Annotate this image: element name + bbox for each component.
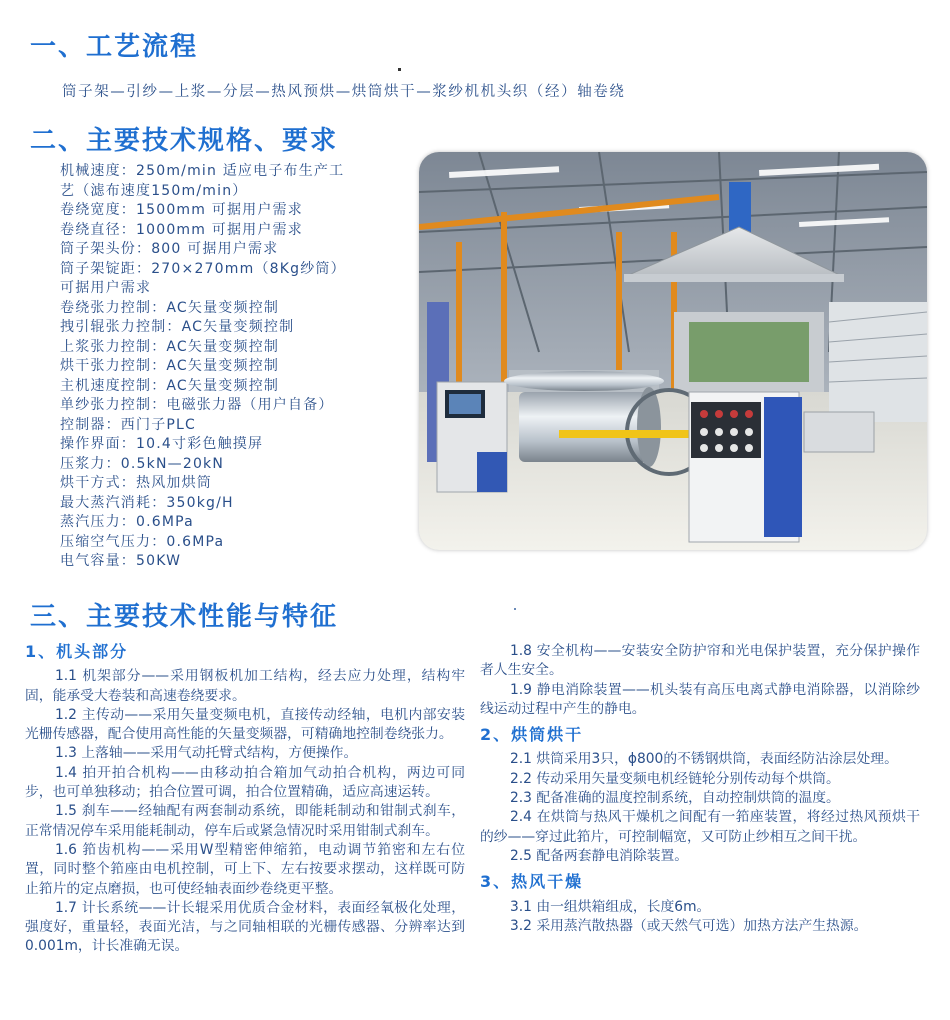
spec-line: 最大蒸汽消耗：350kg/H (60, 494, 234, 511)
spec-line: 拽引辊张力控制：AC矢量变频控制 (60, 319, 295, 335)
sub-heading-drum-drying: 2、烘筒烘干 (480, 725, 584, 745)
spec-line: 卷绕宽度：1500mm 可据用户需求 (60, 202, 303, 218)
section-1-title: 一、工艺流程 (30, 32, 199, 62)
paragraph: 2.5 配备两套静电消除装置。 (510, 847, 689, 864)
spec-list (60, 162, 420, 572)
paragraph: 2.1 烘筒采用3只，ϕ800的不锈钢烘筒，表面经防沾涂层处理。 (510, 751, 898, 768)
spec-line: 筒子架头份：800 可据用户需求 (60, 241, 279, 257)
paragraph: 1.2 主传动——采用矢量变频电机，直接传动经轴，电机内部安装光栅传感器，配合使用高性能的矢量变频器，可精确地控制卷绕张力。 (25, 706, 465, 743)
section-2-title: 二、主要技术规格、要求 (30, 126, 339, 156)
paragraph: 1.7 计长系统——计长辊采用优质合金材料，表面经氧极化处理，强度好，重量轻，表面光洁，与之同轴相联的光栅传感器、分辨率达到0.001m，计长准确无误。 (25, 899, 465, 955)
spec-line: 卷绕张力控制：AC矢量变频控制 (60, 299, 280, 316)
spec-line: 烘干张力控制：AC矢量变频控制 (60, 358, 280, 374)
sub-heading-head-part: 1、机头部分 (25, 642, 129, 661)
stray-dot (514, 608, 516, 610)
spec-line: 机械速度：250m/min 适应电子布生产工 (60, 163, 345, 179)
sizing-machine-illustration (419, 152, 927, 550)
paragraph: 3.2 采用蒸汽散热器（或天然气可选）加热方法产生热源。 (510, 917, 868, 934)
spec-line: 艺（滤布速度150m/min） (60, 182, 248, 199)
paragraph: 1.8 安全机构——安装安全防护帘和光电保护装置，充分保护操作者人生安全。 (480, 643, 920, 679)
process-flow-text: 筒子架—引纱—上浆—分层—热风预烘—烘筒烘干—浆纱机机头织（经）轴卷绕 (62, 84, 626, 100)
spec-line: 蒸汽压力：0.6MPa (60, 514, 194, 530)
paragraph: 2.3 配备准确的温度控制系统，自动控制烘筒的温度。 (510, 790, 840, 807)
spec-line: 筒子架锭距：270×270mm（8Kg纱筒） (60, 260, 346, 277)
spec-line: 可据用户需求 (60, 280, 152, 296)
spec-line: 卷绕直径：1000mm 可据用户需求 (60, 221, 303, 238)
paragraph: 1.4 拍开拍合机构——由移动拍合箱加气动拍合机构，两边可同步，也可单独移动；拍合位置可调，拍合位置精确，适应高速运转。 (25, 764, 465, 801)
paragraph: 2.4 在烘筒与热风干燥机之间配有一筘座装置，将经过热风预烘干的纱——穿过此筘片，可控制幅宽，又可防止纱相互之间干扰。 (480, 809, 920, 845)
spec-line: 单纱张力控制：电磁张力器（用户自备） (60, 397, 334, 413)
paragraph: 3.1 由一组烘箱组成，长度6m。 (510, 898, 711, 915)
spec-line: 电气容量：50KW (60, 553, 182, 569)
spec-line: 操作界面：10.4寸彩色触摸屏 (60, 436, 264, 452)
paragraph: 1.9 静电消除装置——机头装有高压电离式静电消除器，以消除纱线运动过程中产生的静电。 (480, 681, 920, 717)
spec-line: 压浆力：0.5kN—20kN (60, 455, 225, 472)
paragraph: 2.2 传动采用矢量变频电机经链轮分别传动每个烘筒。 (510, 770, 840, 787)
stray-dot (398, 68, 401, 71)
paragraph: 1.1 机架部分——采用钢板机加工结构，经去应力处理，结构牢固，能承受大卷装和高速卷绕要求。 (25, 668, 465, 704)
paragraph: 1.3 上落轴——采用气动托臂式结构，方便操作。 (55, 745, 358, 762)
machine-photo (419, 152, 927, 550)
section-3-title: 三、主要技术性能与特征 (30, 602, 339, 632)
left-column (25, 642, 465, 957)
spec-line: 控制器：西门子PLC (60, 416, 197, 433)
sub-heading-hot-air-drying: 3、热风干燥 (480, 872, 584, 892)
right-column (480, 642, 920, 936)
spec-line: 烘干方式：热风加烘筒 (60, 475, 212, 491)
spec-line: 压缩空气压力：0.6MPa (60, 533, 225, 550)
spec-line: 主机速度控制：AC矢量变频控制 (60, 377, 280, 394)
paragraph: 1.5 刹车——经轴配有两套制动系统，即能耗制动和钳制式刹车，正常情况停车采用能耗制动，停车后或紧急情况时采用钳制式刹车。 (25, 803, 465, 839)
paragraph: 1.6 筘齿机构——采用W型精密伸缩筘，电动调节筘密和左右位置，同时整个筘座由电机控制，可上下、左右按要求摆动，这样既可防止筘片的定点磨损，也可使经轴表面纱卷绕更平整。 (25, 841, 465, 897)
spec-line: 上浆张力控制：AC矢量变频控制 (60, 338, 280, 355)
